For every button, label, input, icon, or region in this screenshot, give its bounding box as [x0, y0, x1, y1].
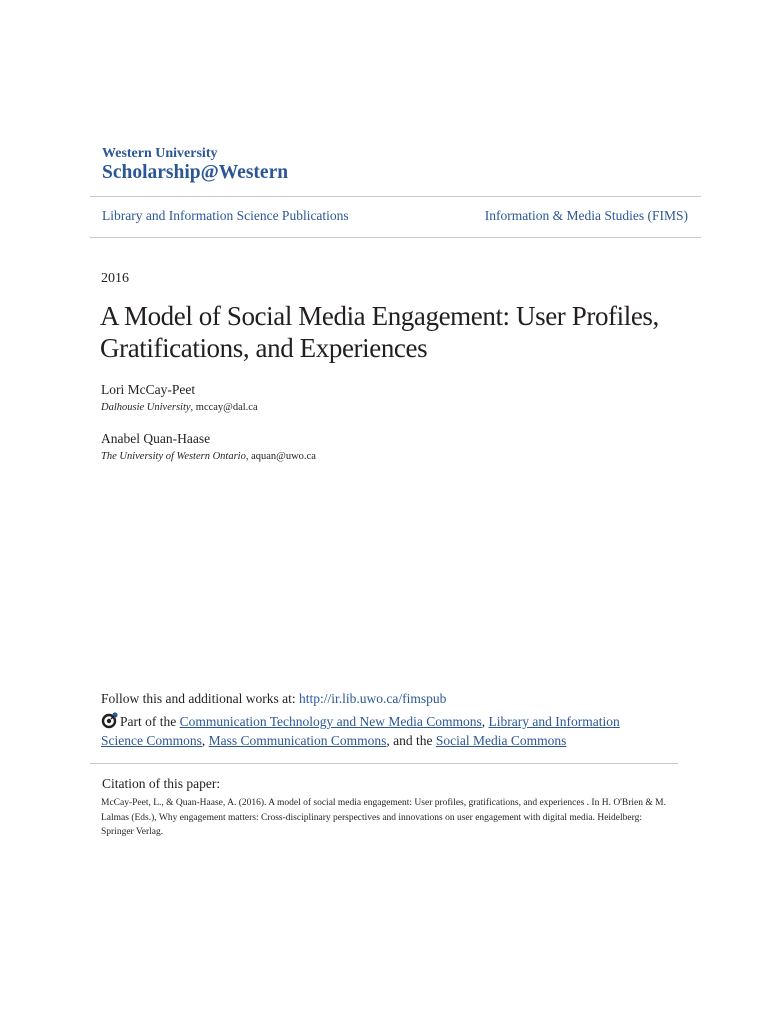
separator: , — [201, 733, 209, 748]
collection-url-link[interactable]: http://ir.lib.uwo.ca/fimspub — [299, 691, 447, 706]
commons-link-library-information-science[interactable]: Library and Information Science Commons — [101, 714, 620, 748]
commons-link-social-media[interactable]: Social Media Commons — [435, 733, 567, 748]
part-of-prefix: Part of the — [120, 714, 180, 729]
author-affiliation — [101, 450, 316, 463]
repository-link[interactable]: Scholarship@Western — [102, 162, 289, 183]
paper-title: A Model of Social Media Engagement: User Profiles, Gratifications, and Experiences — [100, 301, 659, 363]
author-name: Lori McCay-Peet — [101, 382, 196, 397]
commons-link-mass-communication[interactable]: Mass Communication Commons — [208, 733, 387, 748]
institution-name: Western University — [102, 146, 218, 161]
collection-link-lis[interactable]: Library and Information Science Publications — [102, 208, 349, 223]
creative-commons-network-icon — [101, 712, 119, 729]
commons-link-communication-technology[interactable]: Communication Technology and New Media Commons — [179, 714, 482, 729]
author-name: Anabel Quan-Haase — [101, 431, 211, 446]
author-email: , mccay@dal.ca — [190, 402, 258, 413]
author-institution: Dalhousie University — [101, 402, 191, 413]
author-institution: The University of Western Ontario — [101, 451, 246, 462]
part-of-commons — [101, 712, 661, 750]
collection-link-fims[interactable]: Information & Media Studies (FIMS) — [484, 208, 688, 223]
citation-heading: Citation of this paper: — [102, 776, 221, 791]
header-divider-top — [90, 196, 701, 197]
author-affiliation — [101, 401, 258, 414]
citation-divider — [90, 763, 678, 764]
publication-year: 2016 — [101, 271, 129, 286]
citation-text: McCay-Peet, L., & Quan-Haase, A. (2016). A model of social media engagement: User profiles, gratifications, and experiences . In H. O'Brien & M. Lalmas (Eds.), Why engagement matters: Cross-disciplinary perspectives and innovations on user engagement with digital media. Heidelberg: Springer Verlag. — [101, 798, 666, 837]
follow-prefix: Follow this and additional works at: — [101, 691, 299, 706]
follow-line — [101, 690, 446, 707]
separator: , and the — [386, 733, 436, 748]
header-divider-bottom — [90, 237, 701, 238]
author-email: , aquan@uwo.ca — [245, 451, 316, 462]
separator: , — [481, 714, 489, 729]
